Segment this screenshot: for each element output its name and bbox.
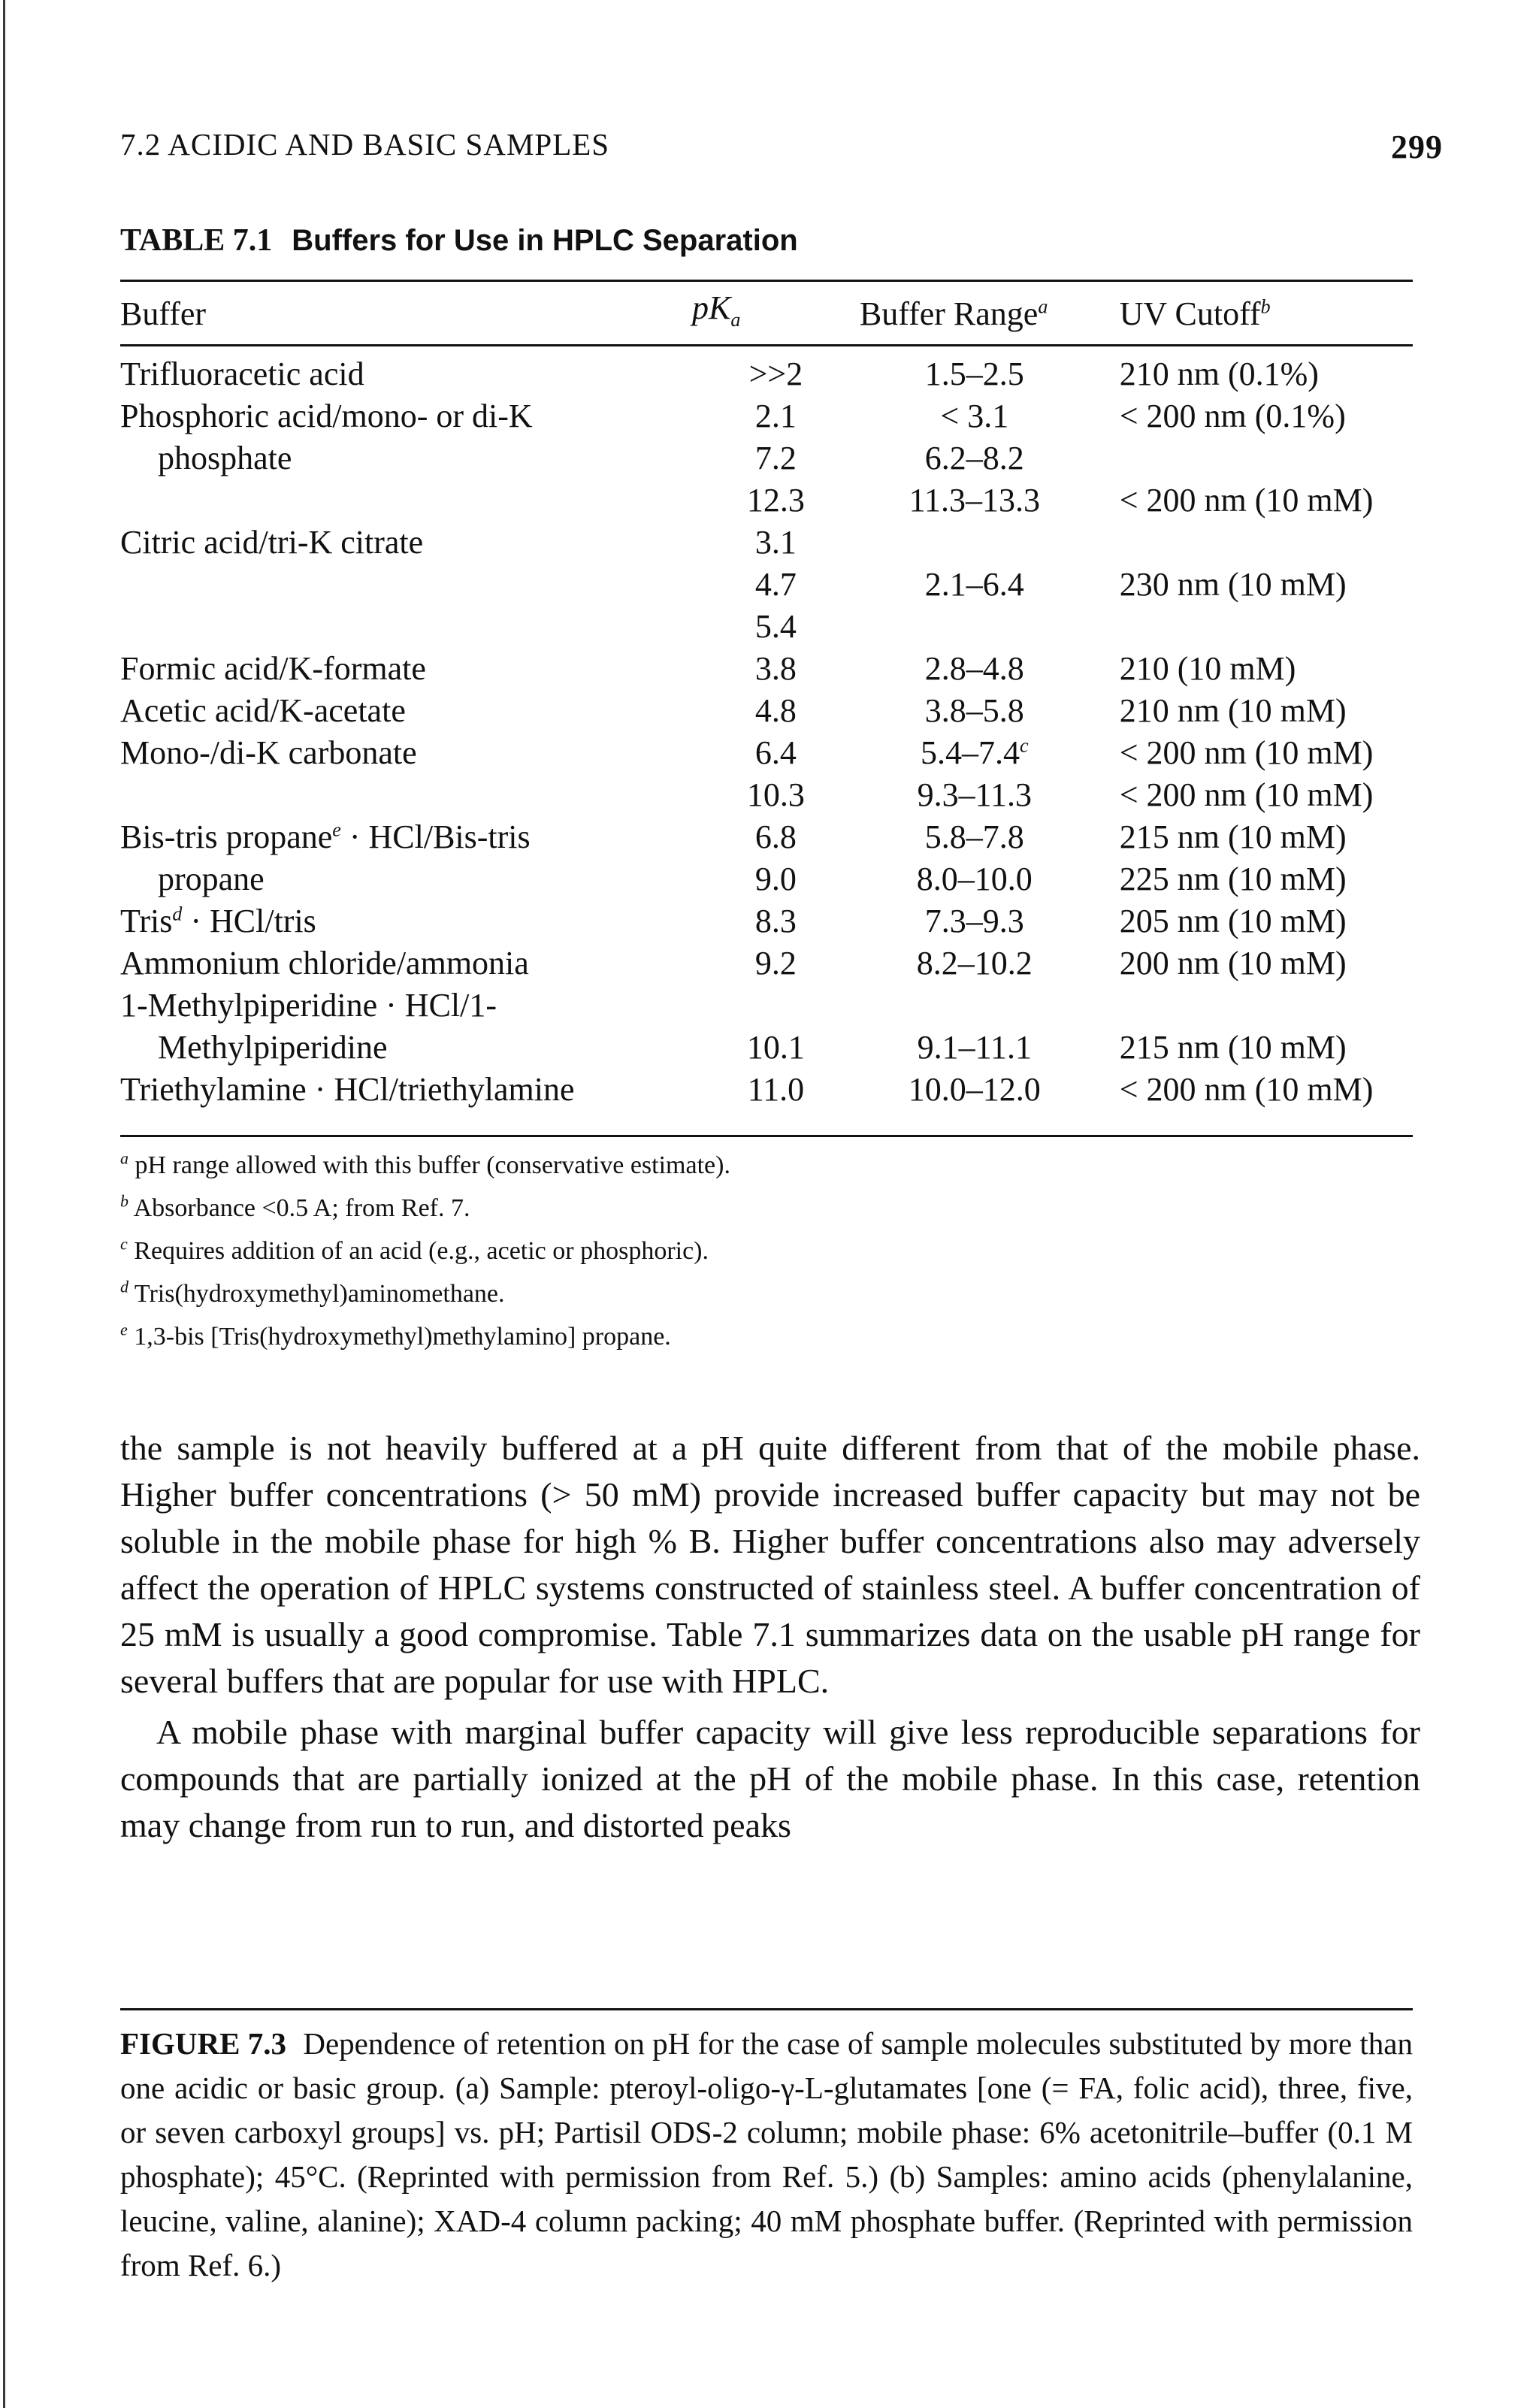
table-bottom-rule: [120, 1135, 1413, 1137]
table-row: [120, 606, 1413, 648]
cell-range: 2.1–6.4: [924, 566, 1024, 603]
paragraph: A mobile phase with marginal buffer capacity will give less reproducible separations for compounds that are partially ionized at the pH of the mobile phase. In this case, retention may change from run to run, and distorted peaks: [120, 1713, 1420, 1844]
cell-range: 10.0–12.0: [908, 1071, 1041, 1108]
footnote: $^e$ 1,3-bis [Tris(hydroxymethyl)methylamino] propane.: [120, 1320, 671, 1351]
figure-caption: [120, 2022, 1413, 2288]
table-header-row: [120, 286, 1413, 343]
cell-uv: 205 nm (10 mM): [1119, 903, 1347, 939]
paragraph: the sample is not heavily buffered at a pH quite different from that of the mobile phase. Higher buffer concentrations (> 50 mM) provide increased buffer capacity but may not be soluble in the mobile phase for high % B. Higher buffer concentrations also may adversely affect the operation of HPLC systems constructed of stainless steel. A buffer concentration of 25 mM is usually a good compromise. Table 7.1 summarizes data on the usable pH range for several buffers that are popular for use with HPLC.: [120, 1429, 1420, 1700]
cell-range: [860, 985, 1090, 1027]
table-row: [120, 942, 1413, 985]
cell-pka: 3.1: [754, 524, 797, 561]
footnote-mark: c: [1020, 734, 1029, 757]
running-head: [120, 126, 1443, 168]
cell-uv: [1090, 437, 1413, 479]
cell-range: [860, 522, 1090, 564]
page-number: 299: [1391, 129, 1443, 165]
cell-uv: [1090, 522, 1413, 564]
header-uv-cutoff: UV Cutoff$^b$: [1119, 295, 1271, 332]
cell-uv: 215 nm (10 mM): [1119, 818, 1347, 855]
cell-buffer: Mono-/di-K carbonate: [120, 734, 417, 771]
cell-pka: 2.1: [754, 398, 797, 434]
cell-pka: 11.0: [747, 1071, 805, 1108]
cell-buffer: Bis-tris propane$^e$ · HCl/Bis-tris: [120, 818, 531, 855]
cell-buffer: Methylpiperidine: [158, 1029, 388, 1066]
table-row: [120, 774, 1413, 816]
cell-pka: 9.0: [754, 861, 797, 897]
table-row: [120, 690, 1413, 732]
footnote: $^c$ Requires addition of an acid (e.g., acetic or phosphoric).: [120, 1234, 709, 1265]
cell-pka: 10.3: [746, 776, 805, 813]
cell-buffer: [120, 774, 692, 816]
table-row: [120, 1069, 1413, 1111]
cell-range: 9.1–11.1: [917, 1029, 1032, 1066]
cell-buffer: [120, 606, 692, 648]
table-footnotes: [120, 1144, 1413, 1358]
table-row: [120, 858, 1413, 900]
cell-range: 7.3–9.3: [924, 903, 1024, 939]
cell-pka: 6.4: [754, 734, 797, 771]
cell-range: 6.2–8.2: [924, 440, 1024, 476]
table-row: [120, 816, 1413, 858]
cell-buffer: propane: [158, 861, 265, 897]
cell-range: 9.3–11.3: [917, 776, 1032, 813]
figure-label: FIGURE 7.3: [120, 2026, 287, 2061]
cell-buffer: Acetic acid/K-acetate: [120, 692, 406, 729]
cell-pka: 6.8: [754, 818, 797, 855]
cell-buffer: Formic acid/K-formate: [120, 650, 426, 687]
cell-uv: < 200 nm (0.1%): [1119, 398, 1346, 434]
header-pka: $pK_a$: [691, 289, 741, 331]
table-row: [120, 522, 1413, 564]
cell-pka: 10.1: [746, 1029, 805, 1066]
cell-range: 2.8–4.8: [924, 650, 1024, 687]
cell-pka: 9.2: [754, 945, 797, 982]
table-row: [120, 732, 1413, 774]
cell-buffer: Phosphoric acid/mono- or di-K: [120, 398, 533, 434]
cell-pka: 7.2: [754, 440, 797, 476]
header-buffer: Buffer: [120, 295, 207, 332]
cell-range: 11.3–13.3: [909, 482, 1040, 519]
cell-buffer: 1-Methylpiperidine · HCl/1-: [120, 987, 497, 1024]
footnote-mark: d: [172, 903, 183, 925]
table-body: [120, 343, 1413, 1111]
table-row: [120, 564, 1413, 606]
cell-range: 5.8–7.8: [924, 818, 1024, 855]
table-row: [120, 900, 1413, 942]
table-top-rule: [120, 280, 1413, 282]
figure-caption-text: Dependence of retention on pH for the case of sample molecules substituted by more than one acidic or basic group. (a) Sample: pteroyl-oligo-γ-L-glutamates [one (= FA, folic acid), three, five, or seven carboxyl groups] vs. pH; Partisil ODS-2 column; mobile phase: 6% acetonitrile–buffer (0.1 M phosphate); 45°C. (Reprinted with permission from Ref. 5.) (b) Samples: amino acids (phenylalanine, leucine, valine, alanine); XAD-4 column packing; 40 mM phosphate buffer. (Reprinted with permission from Ref. 6.): [120, 2026, 1413, 2282]
cell-uv: 230 nm (10 mM): [1119, 566, 1347, 603]
cell-pka: 4.7: [754, 566, 797, 603]
cell-pka: 5.4: [754, 608, 797, 645]
cell-range: [860, 606, 1090, 648]
cell-pka: >>2: [748, 355, 803, 392]
cell-buffer: [120, 564, 692, 606]
cell-uv: 210 nm (10 mM): [1119, 692, 1347, 729]
cell-pka: 8.3: [754, 903, 797, 939]
cell-buffer: Ammonium chloride/ammonia: [120, 945, 529, 982]
table-title: [120, 222, 798, 259]
cell-buffer: Tris$^d$ · HCl/tris: [120, 903, 316, 939]
cell-pka: 4.8: [754, 692, 797, 729]
table-row: [120, 648, 1413, 690]
section-title: 7.2 ACIDIC AND BASIC SAMPLES: [120, 127, 610, 162]
cell-range: 8.0–10.0: [916, 861, 1033, 897]
table-row: [120, 395, 1413, 437]
cell-uv: < 200 nm (10 mM): [1119, 482, 1374, 519]
cell-uv: [1090, 985, 1413, 1027]
buffer-table: [120, 286, 1413, 1111]
table-row: [120, 437, 1413, 479]
footnote: $^d$ Tris(hydroxymethyl)aminomethane.: [120, 1277, 505, 1308]
header-buffer-range: Buffer Range$^a$: [859, 295, 1048, 332]
cell-uv: 215 nm (10 mM): [1119, 1029, 1347, 1066]
footnote: $^b$ Absorbance <0.5 A; from Ref. 7.: [120, 1191, 470, 1222]
cell-uv: < 200 nm (10 mM): [1119, 1071, 1374, 1108]
cell-pka: [692, 985, 860, 1027]
cell-buffer: Citric acid/tri-K citrate: [120, 524, 424, 561]
cell-uv: 210 nm (0.1%): [1119, 355, 1319, 392]
table-row: [120, 1027, 1413, 1069]
body-text: [120, 1425, 1420, 1849]
cell-uv: 225 nm (10 mM): [1119, 861, 1347, 897]
cell-range: 8.2–10.2: [916, 945, 1033, 982]
table-row: [120, 479, 1413, 522]
cell-range: < 3.1: [940, 398, 1009, 434]
cell-buffer: Triethylamine · HCl/triethylamine: [120, 1071, 575, 1108]
table-number: TABLE 7.1: [120, 223, 273, 258]
footnote-mark: e: [332, 818, 341, 841]
footnote: $^a$ pH range allowed with this buffer (conservative estimate).: [120, 1148, 730, 1179]
cell-buffer: phosphate: [158, 440, 292, 476]
cell-uv: 210 (10 mM): [1119, 650, 1296, 687]
cell-uv: < 200 nm (10 mM): [1119, 776, 1374, 813]
cell-pka: 3.8: [754, 650, 797, 687]
table-caption: Buffers for Use in HPLC Separation: [292, 224, 798, 257]
cell-uv: [1090, 606, 1413, 648]
cell-uv: < 200 nm (10 mM): [1119, 734, 1374, 771]
table-row: [120, 985, 1413, 1027]
cell-pka: 12.3: [746, 482, 805, 519]
cell-range: 3.8–5.8: [924, 692, 1024, 729]
table-row: [120, 343, 1413, 395]
figure-rule: [120, 2008, 1413, 2010]
cell-buffer: Trifluoracetic acid: [120, 355, 364, 392]
cell-uv: 200 nm (10 mM): [1119, 945, 1347, 982]
cell-buffer: [120, 479, 692, 522]
cell-range: 1.5–2.5: [924, 355, 1024, 392]
cell-range: 5.4–7.4$^c$: [921, 734, 1029, 771]
